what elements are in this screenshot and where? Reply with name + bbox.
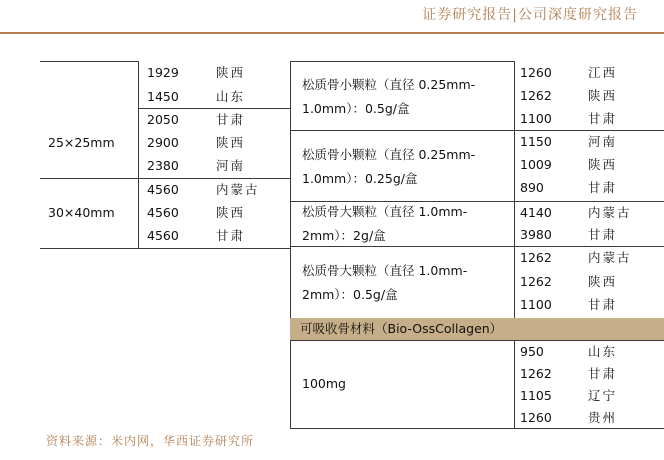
region-cell: 陕西 [588, 157, 618, 172]
spec-cell: 30×40mm [48, 205, 115, 220]
price-cell: 1929 [147, 65, 179, 80]
spec-cell [302, 143, 475, 191]
region-cell: 甘肃 [216, 112, 246, 127]
region-cell: 陕西 [588, 88, 618, 103]
price-cell: 1260 [520, 65, 552, 80]
spec-line: 松质骨小颗粒（直径 0.25mm- [302, 77, 476, 92]
rule [40, 61, 138, 62]
region-cell: 甘肃 [588, 180, 618, 195]
price-cell: 2050 [147, 112, 179, 127]
spec-line: 松质骨大颗粒（直径 1.0mm- [302, 204, 468, 219]
price-cell: 4560 [147, 182, 179, 197]
section-title: 可吸收骨材料（Bio-OssCollagen） [300, 321, 503, 336]
region-cell: 甘肃 [216, 228, 246, 243]
region-cell: 江西 [588, 65, 618, 80]
price-cell: 4560 [147, 228, 179, 243]
region-cell: 甘肃 [588, 297, 618, 312]
region-cell: 甘肃 [588, 227, 618, 242]
region-cell: 甘肃 [588, 366, 618, 381]
rule [290, 61, 515, 62]
spec-cell: 100mg [302, 376, 346, 391]
price-cell: 1100 [520, 297, 552, 312]
price-cell: 1009 [520, 157, 552, 172]
spec-line: 1.0mm）：0.5g/盒 [302, 101, 410, 116]
price-cell: 1100 [520, 111, 552, 126]
spec-line: 2mm）：0.5g/盒 [302, 287, 398, 302]
region-cell: 陕西 [216, 65, 246, 80]
rule [514, 340, 515, 428]
price-cell: 4140 [520, 205, 552, 220]
region-cell: 内蒙古 [588, 250, 632, 265]
price-cell: 890 [520, 180, 544, 195]
spec-cell [302, 200, 467, 248]
price-cell: 1105 [520, 388, 552, 403]
rule [290, 61, 291, 428]
spec-line: 2mm）：2g/盒 [302, 228, 386, 243]
price-cell: 3980 [520, 227, 552, 242]
price-cell: 1262 [520, 274, 552, 289]
region-cell: 河南 [588, 134, 618, 149]
report-header: 证券研究报告|公司深度研究报告 [422, 7, 638, 23]
spec-line: 松质骨大颗粒（直径 1.0mm- [302, 263, 468, 278]
region-cell: 辽宁 [588, 388, 618, 403]
region-cell: 陕西 [216, 135, 246, 150]
region-cell: 河南 [216, 158, 246, 173]
region-cell: 陕西 [588, 274, 618, 289]
region-cell: 内蒙古 [216, 182, 260, 197]
price-cell: 1450 [147, 89, 179, 104]
price-cell: 1260 [520, 410, 552, 425]
rule [40, 248, 290, 249]
spec-line: 松质骨小颗粒（直径 0.25mm- [302, 147, 476, 162]
price-cell: 950 [520, 344, 544, 359]
price-cell: 1262 [520, 250, 552, 265]
region-cell: 山东 [588, 344, 618, 359]
price-cell: 1150 [520, 134, 552, 149]
rule [138, 61, 139, 248]
price-cell: 1262 [520, 88, 552, 103]
spec-cell [302, 259, 467, 307]
region-cell: 陕西 [216, 205, 246, 220]
price-cell: 1262 [520, 366, 552, 381]
spec-cell: 25×25mm [48, 135, 115, 150]
region-cell: 贵州 [588, 410, 618, 425]
region-cell: 山东 [216, 89, 246, 104]
price-cell: 4560 [147, 205, 179, 220]
region-cell: 甘肃 [588, 111, 618, 126]
price-cell: 2900 [147, 135, 179, 150]
source-note: 资料来源：米内网，华西证券研究所 [46, 434, 255, 448]
price-cell: 2380 [147, 158, 179, 173]
spec-cell [302, 73, 475, 121]
header-rule [0, 32, 664, 34]
region-cell: 内蒙古 [588, 205, 632, 220]
rule [514, 61, 515, 318]
spec-line: 1.0mm）：0.25g/盒 [302, 171, 418, 186]
